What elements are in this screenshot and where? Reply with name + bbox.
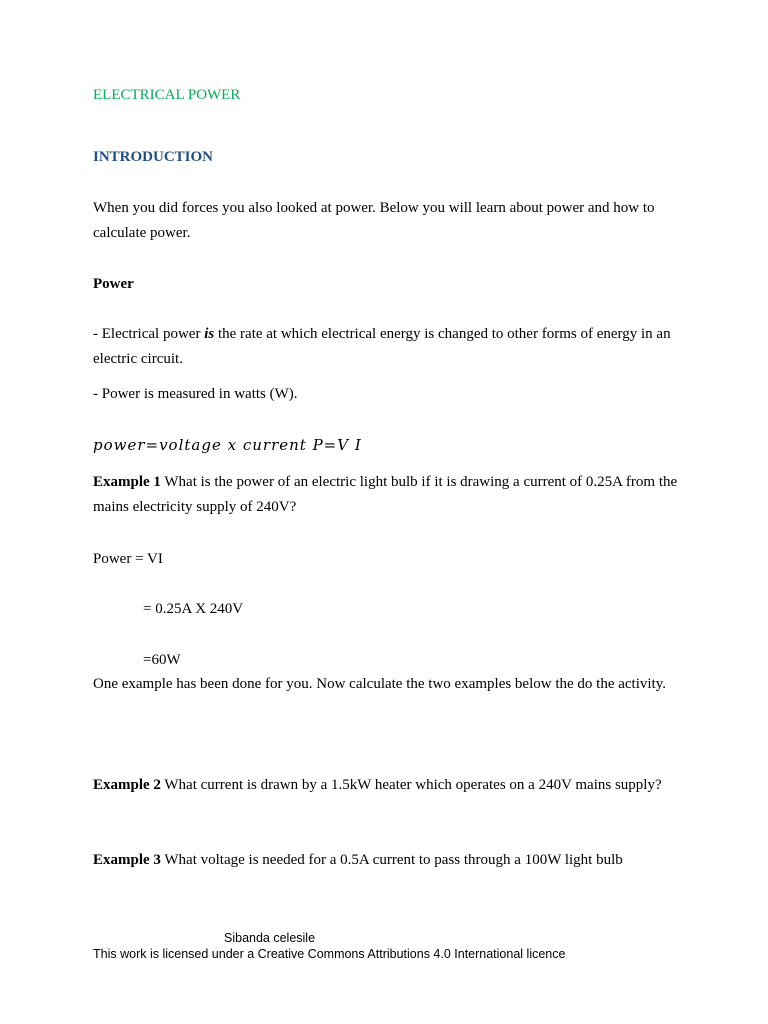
example-1	[93, 470, 683, 520]
document-title: ELECTRICAL POWER	[93, 87, 241, 103]
power-formula: power=voltage x current P=V I	[93, 436, 362, 454]
instruction-paragraph: One example has been done for you. Now calculate the two examples below the do the activity.	[93, 676, 667, 692]
example-1-text: What is the power of an electric light bulb if it is drawing a current of 0.25A from the mains electricity supply of 240V?	[93, 474, 678, 515]
footer-license: This work is licensed under a Creative Commons Attributions 4.0 International licence	[93, 947, 566, 961]
calc-line-3: =60W	[143, 652, 181, 668]
section-heading-introduction: INTRODUCTION	[93, 149, 214, 165]
intro-paragraph: When you did forces you also looked at power. Below you will learn about power and how to calculate power.	[93, 200, 655, 241]
calc-line-2: = 0.25A X 240V	[143, 601, 244, 617]
example-3	[93, 848, 683, 873]
example-3-label: Example 3	[93, 852, 161, 868]
definition-paragraph-2: - Power is measured in watts (W).	[93, 386, 298, 402]
example-3-text: What voltage is needed for a 0.5A current to pass through a 100W light bulb	[160, 852, 623, 868]
definition-emphasis: is	[204, 326, 215, 342]
footer-author: Sibanda celesile	[224, 931, 316, 945]
definition-paragraph-1	[93, 322, 683, 372]
example-2	[93, 773, 683, 798]
power-heading: Power	[93, 276, 134, 292]
calc-line-1: Power = VI	[93, 551, 163, 567]
definition-rest: the rate at which electrical energy is changed to other forms of energy in an electric circuit.	[93, 326, 671, 367]
example-2-label: Example 2	[93, 777, 161, 793]
definition-prefix: - Electrical power	[93, 326, 205, 342]
example-2-text: What current is drawn by a 1.5kW heater which operates on a 240V mains supply?	[160, 777, 662, 793]
example-1-label: Example 1	[93, 474, 161, 490]
